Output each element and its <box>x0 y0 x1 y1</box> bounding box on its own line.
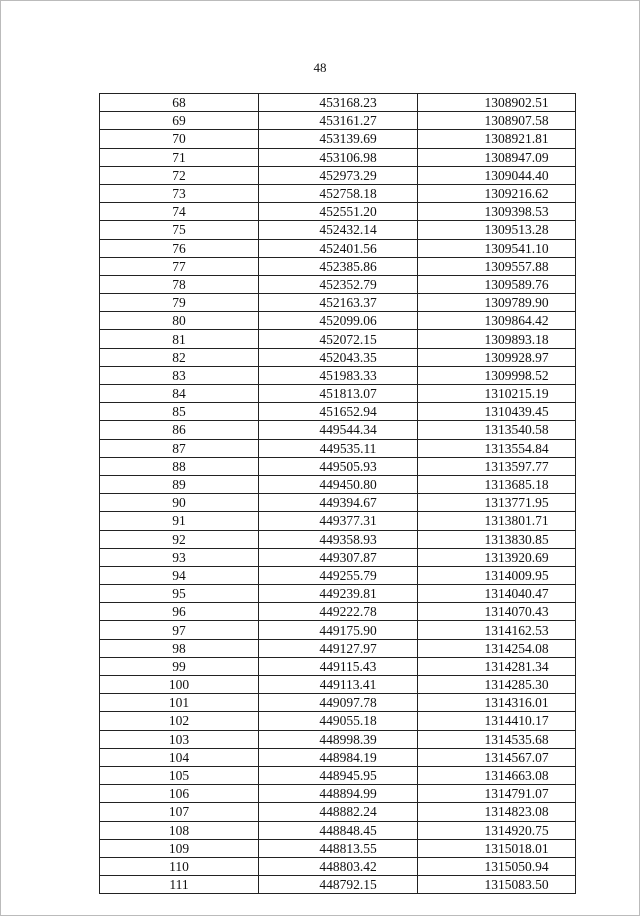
x-coordinate-cell: 448848.45 <box>259 821 418 839</box>
point-number-cell: 105 <box>100 766 259 784</box>
point-number-cell: 68 <box>100 94 259 112</box>
table-row <box>100 348 576 366</box>
point-number-cell: 99 <box>100 657 259 675</box>
x-coordinate-cell: 448998.39 <box>259 730 418 748</box>
table-row <box>100 639 576 657</box>
x-coordinate-cell: 449505.93 <box>259 457 418 475</box>
point-number-cell: 89 <box>100 475 259 493</box>
y-coordinate-cell: 1314009.95 <box>418 566 576 584</box>
point-number-cell: 103 <box>100 730 259 748</box>
table-row <box>100 184 576 202</box>
x-coordinate-cell: 449055.18 <box>259 712 418 730</box>
y-coordinate-cell: 1313771.95 <box>418 494 576 512</box>
x-coordinate-cell: 453106.98 <box>259 148 418 166</box>
point-number-cell: 94 <box>100 566 259 584</box>
table-row <box>100 203 576 221</box>
y-coordinate-cell: 1314920.75 <box>418 821 576 839</box>
y-coordinate-cell: 1314285.30 <box>418 676 576 694</box>
point-number-cell: 97 <box>100 621 259 639</box>
y-coordinate-cell: 1314663.08 <box>418 766 576 784</box>
x-coordinate-cell: 452758.18 <box>259 184 418 202</box>
table-row <box>100 439 576 457</box>
y-coordinate-cell: 1309398.53 <box>418 203 576 221</box>
table-row <box>100 494 576 512</box>
x-coordinate-cell: 453168.23 <box>259 94 418 112</box>
y-coordinate-cell: 1313554.84 <box>418 439 576 457</box>
point-number-cell: 77 <box>100 257 259 275</box>
table-row <box>100 94 576 112</box>
y-coordinate-cell: 1309864.42 <box>418 312 576 330</box>
point-number-cell: 98 <box>100 639 259 657</box>
point-number-cell: 87 <box>100 439 259 457</box>
point-number-cell: 88 <box>100 457 259 475</box>
point-number-cell: 84 <box>100 385 259 403</box>
table-row <box>100 603 576 621</box>
table-row <box>100 857 576 875</box>
x-coordinate-cell: 448894.99 <box>259 785 418 803</box>
point-number-cell: 74 <box>100 203 259 221</box>
x-coordinate-cell: 449450.80 <box>259 475 418 493</box>
y-coordinate-cell: 1315018.01 <box>418 839 576 857</box>
point-number-cell: 82 <box>100 348 259 366</box>
point-number-cell: 78 <box>100 275 259 293</box>
x-coordinate-cell: 452163.37 <box>259 294 418 312</box>
point-number-cell: 80 <box>100 312 259 330</box>
x-coordinate-cell: 453139.69 <box>259 130 418 148</box>
coordinates-table <box>99 93 576 894</box>
x-coordinate-cell: 449175.90 <box>259 621 418 639</box>
x-coordinate-cell: 448945.95 <box>259 766 418 784</box>
point-number-cell: 102 <box>100 712 259 730</box>
x-coordinate-cell: 449307.87 <box>259 548 418 566</box>
y-coordinate-cell: 1309998.52 <box>418 366 576 384</box>
x-coordinate-cell: 453161.27 <box>259 112 418 130</box>
y-coordinate-cell: 1314535.68 <box>418 730 576 748</box>
table-row <box>100 566 576 584</box>
y-coordinate-cell: 1315050.94 <box>418 857 576 875</box>
x-coordinate-cell: 452385.86 <box>259 257 418 275</box>
x-coordinate-cell: 449239.81 <box>259 585 418 603</box>
table-row <box>100 366 576 384</box>
y-coordinate-cell: 1315083.50 <box>418 876 576 894</box>
x-coordinate-cell: 449394.67 <box>259 494 418 512</box>
y-coordinate-cell: 1313685.18 <box>418 475 576 493</box>
table-row <box>100 821 576 839</box>
table-row <box>100 530 576 548</box>
point-number-cell: 110 <box>100 857 259 875</box>
point-number-cell: 109 <box>100 839 259 857</box>
point-number-cell: 76 <box>100 239 259 257</box>
y-coordinate-cell: 1310439.45 <box>418 403 576 421</box>
y-coordinate-cell: 1310215.19 <box>418 385 576 403</box>
x-coordinate-cell: 448792.15 <box>259 876 418 894</box>
point-number-cell: 92 <box>100 530 259 548</box>
point-number-cell: 101 <box>100 694 259 712</box>
table-row <box>100 876 576 894</box>
point-number-cell: 111 <box>100 876 259 894</box>
table-row <box>100 694 576 712</box>
page-number: 48 <box>313 60 327 75</box>
table-row <box>100 239 576 257</box>
point-number-cell: 79 <box>100 294 259 312</box>
x-coordinate-cell: 449115.43 <box>259 657 418 675</box>
y-coordinate-cell: 1313801.71 <box>418 512 576 530</box>
point-number-cell: 86 <box>100 421 259 439</box>
point-number-cell: 69 <box>100 112 259 130</box>
y-coordinate-cell: 1309928.97 <box>418 348 576 366</box>
table-row <box>100 712 576 730</box>
x-coordinate-cell: 452072.15 <box>259 330 418 348</box>
y-coordinate-cell: 1309789.90 <box>418 294 576 312</box>
x-coordinate-cell: 448813.55 <box>259 839 418 857</box>
table-row <box>100 785 576 803</box>
point-number-cell: 72 <box>100 166 259 184</box>
table-row <box>100 512 576 530</box>
point-number-cell: 71 <box>100 148 259 166</box>
x-coordinate-cell: 449358.93 <box>259 530 418 548</box>
y-coordinate-cell: 1308902.51 <box>418 94 576 112</box>
table-row <box>100 257 576 275</box>
table-row <box>100 585 576 603</box>
y-coordinate-cell: 1314567.07 <box>418 748 576 766</box>
point-number-cell: 70 <box>100 130 259 148</box>
y-coordinate-cell: 1314281.34 <box>418 657 576 675</box>
x-coordinate-cell: 449222.78 <box>259 603 418 621</box>
y-coordinate-cell: 1309541.10 <box>418 239 576 257</box>
table-row <box>100 221 576 239</box>
y-coordinate-cell: 1308921.81 <box>418 130 576 148</box>
table-row <box>100 548 576 566</box>
x-coordinate-cell: 449377.31 <box>259 512 418 530</box>
table-row <box>100 330 576 348</box>
x-coordinate-cell: 452973.29 <box>259 166 418 184</box>
x-coordinate-cell: 452099.06 <box>259 312 418 330</box>
table-row <box>100 166 576 184</box>
table-row <box>100 839 576 857</box>
table-row <box>100 312 576 330</box>
x-coordinate-cell: 449127.97 <box>259 639 418 657</box>
table-row <box>100 803 576 821</box>
y-coordinate-cell: 1314316.01 <box>418 694 576 712</box>
point-number-cell: 104 <box>100 748 259 766</box>
y-coordinate-cell: 1308947.09 <box>418 148 576 166</box>
point-number-cell: 81 <box>100 330 259 348</box>
table-row <box>100 676 576 694</box>
y-coordinate-cell: 1313597.77 <box>418 457 576 475</box>
y-coordinate-cell: 1308907.58 <box>418 112 576 130</box>
point-number-cell: 100 <box>100 676 259 694</box>
x-coordinate-cell: 449535.11 <box>259 439 418 457</box>
x-coordinate-cell: 452043.35 <box>259 348 418 366</box>
point-number-cell: 106 <box>100 785 259 803</box>
y-coordinate-cell: 1314254.08 <box>418 639 576 657</box>
table-row <box>100 294 576 312</box>
table-row <box>100 475 576 493</box>
point-number-cell: 85 <box>100 403 259 421</box>
x-coordinate-cell: 452352.79 <box>259 275 418 293</box>
table-row <box>100 275 576 293</box>
x-coordinate-cell: 449097.78 <box>259 694 418 712</box>
table-row <box>100 621 576 639</box>
y-coordinate-cell: 1314410.17 <box>418 712 576 730</box>
x-coordinate-cell: 452551.20 <box>259 203 418 221</box>
y-coordinate-cell: 1309513.28 <box>418 221 576 239</box>
table-row <box>100 130 576 148</box>
table-row <box>100 421 576 439</box>
point-number-cell: 75 <box>100 221 259 239</box>
table-row <box>100 657 576 675</box>
y-coordinate-cell: 1314162.53 <box>418 621 576 639</box>
y-coordinate-cell: 1309216.62 <box>418 184 576 202</box>
y-coordinate-cell: 1314070.43 <box>418 603 576 621</box>
x-coordinate-cell: 449544.34 <box>259 421 418 439</box>
table-row <box>100 403 576 421</box>
point-number-cell: 93 <box>100 548 259 566</box>
y-coordinate-cell: 1309589.76 <box>418 275 576 293</box>
x-coordinate-cell: 452432.14 <box>259 221 418 239</box>
y-coordinate-cell: 1313830.85 <box>418 530 576 548</box>
point-number-cell: 108 <box>100 821 259 839</box>
x-coordinate-cell: 449113.41 <box>259 676 418 694</box>
x-coordinate-cell: 451652.94 <box>259 403 418 421</box>
table-row <box>100 385 576 403</box>
x-coordinate-cell: 448803.42 <box>259 857 418 875</box>
point-number-cell: 95 <box>100 585 259 603</box>
y-coordinate-cell: 1309557.88 <box>418 257 576 275</box>
table-row <box>100 112 576 130</box>
x-coordinate-cell: 451983.33 <box>259 366 418 384</box>
table-row <box>100 748 576 766</box>
x-coordinate-cell: 448882.24 <box>259 803 418 821</box>
y-coordinate-cell: 1314791.07 <box>418 785 576 803</box>
point-number-cell: 90 <box>100 494 259 512</box>
x-coordinate-cell: 449255.79 <box>259 566 418 584</box>
x-coordinate-cell: 448984.19 <box>259 748 418 766</box>
point-number-cell: 107 <box>100 803 259 821</box>
x-coordinate-cell: 452401.56 <box>259 239 418 257</box>
table-row <box>100 766 576 784</box>
y-coordinate-cell: 1309044.40 <box>418 166 576 184</box>
table-row <box>100 148 576 166</box>
x-coordinate-cell: 451813.07 <box>259 385 418 403</box>
y-coordinate-cell: 1309893.18 <box>418 330 576 348</box>
y-coordinate-cell: 1314040.47 <box>418 585 576 603</box>
table-row <box>100 457 576 475</box>
point-number-cell: 91 <box>100 512 259 530</box>
point-number-cell: 73 <box>100 184 259 202</box>
y-coordinate-cell: 1313920.69 <box>418 548 576 566</box>
y-coordinate-cell: 1314823.08 <box>418 803 576 821</box>
coordinates-table-body <box>100 94 576 894</box>
y-coordinate-cell: 1313540.58 <box>418 421 576 439</box>
point-number-cell: 83 <box>100 366 259 384</box>
point-number-cell: 96 <box>100 603 259 621</box>
table-row <box>100 730 576 748</box>
